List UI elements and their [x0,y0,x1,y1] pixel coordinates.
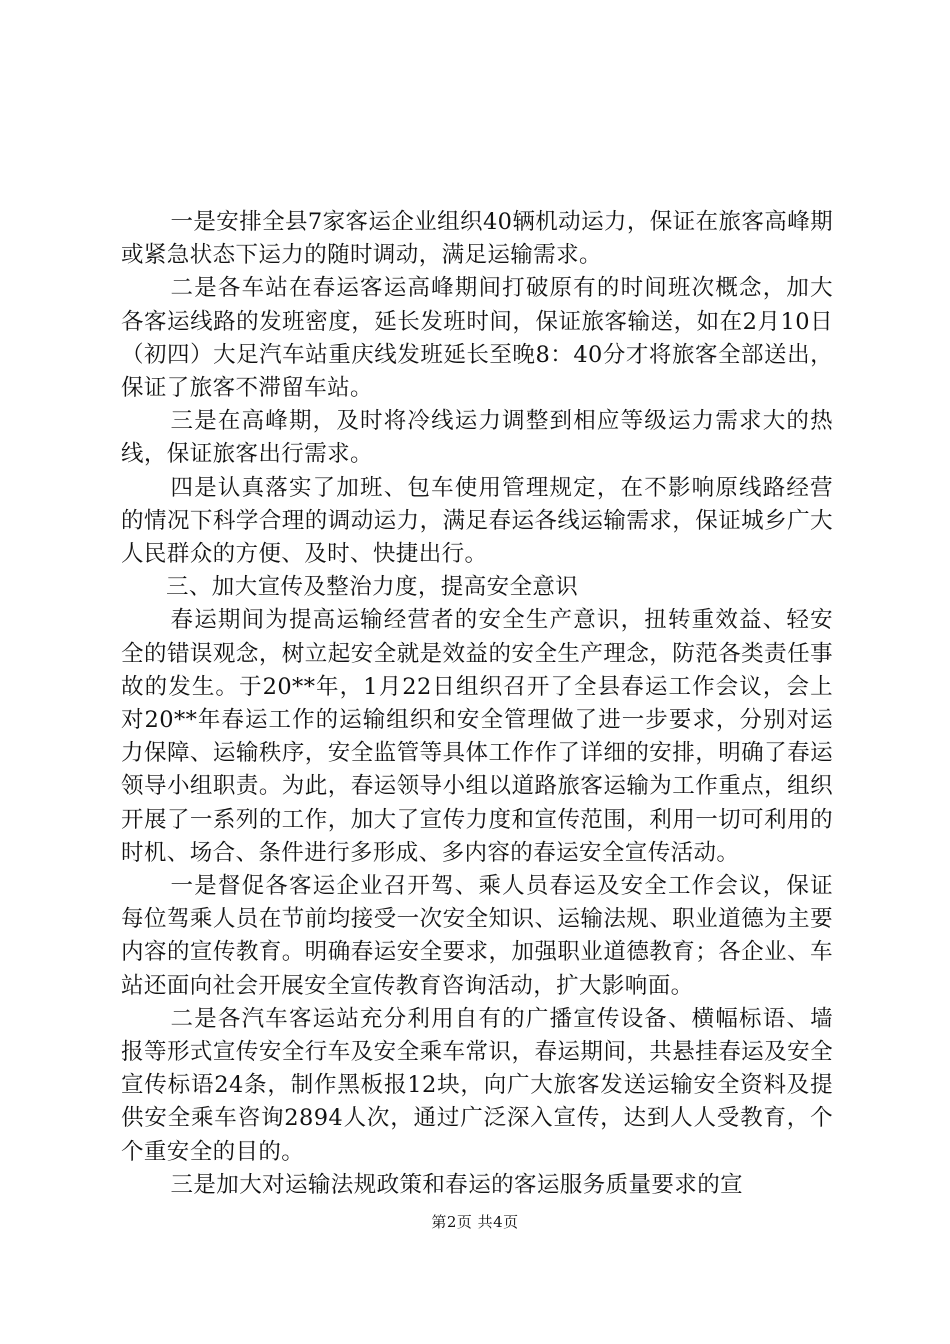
paragraph-3: 三是在高峰期，及时将冷线运力调整到相应等级运力需求大的热线，保证旅客出行需求。 [121,408,833,468]
paragraph-4: 四是认真落实了加班、包车使用管理规定，在不影响原线路经营的情况下科学合理的调动运力，满足春运各线运输需求，保证城乡广大人民群众的方便、及时、快捷出行。 [121,474,833,568]
paragraph-7: 二是各汽车客运站充分利用自有的广播宣传设备、横幅标语、墙报等形式宣传安全行车及安全乘车常识，春运期间，共悬挂春运及安全宣传标语24条，制作黑板报12块，向广大旅客发送运输安全资料及提供安全乘车咨询2894人次，通过广泛深入宣传，达到人人受教育，个个重安全的目的。 [121,1005,833,1165]
section-heading: 三、加大宣传及整治力度，提高安全意识 [166,574,579,601]
paragraph-6: 一是督促各客运企业召开驾、乘人员春运及安全工作会议，保证每位驾乘人员在节前均接受一次安全知识、运输法规、职业道德为主要内容的宣传教育。明确春运安全要求，加强职业道德教育；各企业、车站还面向社会开展安全宣传教育咨询活动，扩大影响面。 [121,873,833,999]
document-body [121,206,833,1202]
paragraph-8: 三是加大对运输法规政策和春运的客运服务质量要求的宣 [170,1171,744,1198]
paragraph-5: 春运期间为提高运输经营者的安全生产意识，扭转重效益、轻安全的错误观念，树立起安全就是效益的安全生产理念，防范各类责任事故的发生。于20**年，1月22日组织召开了全县春运工作会议，会上对20**年春运工作的运输组织和安全管理做了进一步要求，分别对运力保障、运输秩序，安全监管等具体工作作了详细的安排，明确了春运领导小组职责。为此，春运领导小组以道路旅客运输为工作重点，组织开展了一系列的工作，加大了宣传力度和宣传范围，利用一切可利用的时机、场合、条件进行多形成、多内容的春运安全宣传活动。 [121,607,833,866]
paragraph-2: 二是各车站在春运客运高峰期间打破原有的时间班次概念，加大各客运线路的发班密度，延长发班时间，保证旅客输送，如在2月10日（初四）大足汽车站重庆线发班延长至晚8：40分才将旅客全部送出，保证了旅客不滞留车站。 [121,275,833,402]
page-footer: 第2页 共4页 [431,1213,519,1231]
paragraph-1: 一是安排全县7家客运企业组织40辆机动运力，保证在旅客高峰期或紧急状态下运力的随时调动，满足运输需求。 [121,209,833,269]
